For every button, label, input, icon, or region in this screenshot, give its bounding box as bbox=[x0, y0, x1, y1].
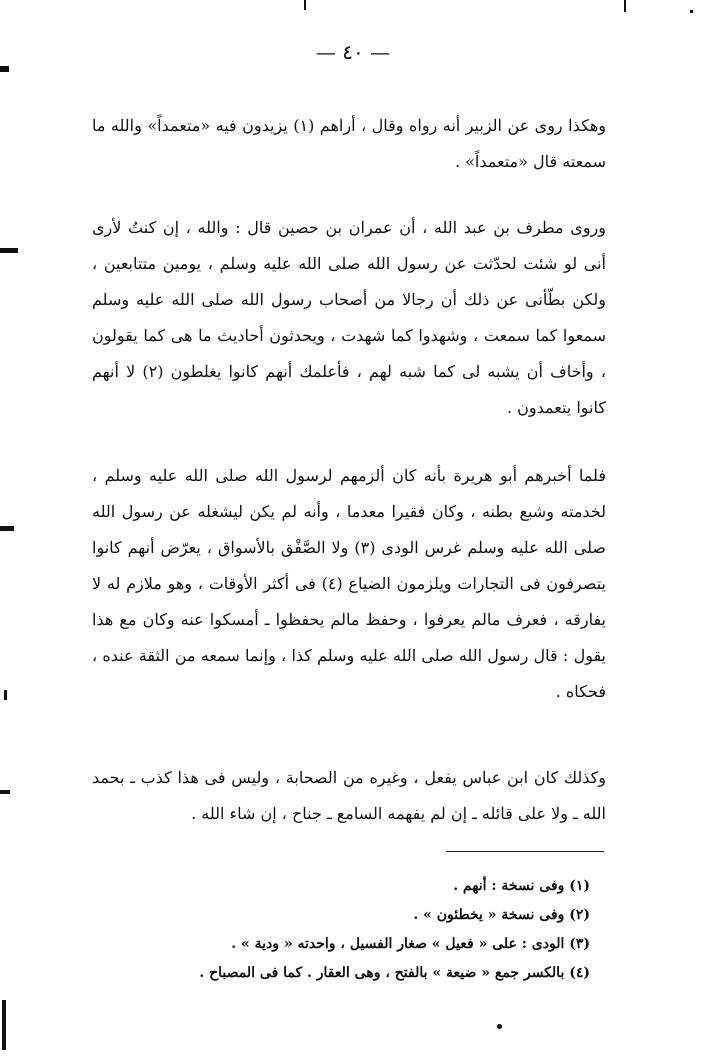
footnote-2: (٢) وفى نسخة « يخطئون » . bbox=[413, 907, 590, 923]
scan-mark bbox=[0, 790, 10, 794]
page-number: — ٤٠ — bbox=[315, 40, 391, 64]
footnote-4: (٤) بالكسر جمع « ضيعة » بالفتح ، وهى العقار . كما فى المصباح . bbox=[199, 965, 590, 981]
footnotes bbox=[120, 872, 590, 988]
scan-mark bbox=[0, 248, 18, 253]
scan-mark bbox=[2, 1000, 6, 1050]
paragraph-1: وهكذا روى عن الزبير أنه رواه وقال ، أراهم (١) يزيدون فيه «متعمداً» والله ما سمعته قال «متعمداً» . bbox=[92, 116, 606, 171]
scan-mark bbox=[690, 10, 693, 13]
paragraph-4: وكذلك كان ابن عباس يفعل ، وغيره من الصحابة ، وليس فى هذا كذب ـ بحمد الله ـ ولا على قائله ـ إن لم يفهمه السامع ـ جناح ، إن شاء الله . bbox=[92, 768, 606, 823]
scan-mark bbox=[4, 690, 7, 700]
footnote-separator bbox=[446, 851, 604, 852]
scan-mark bbox=[497, 1024, 502, 1029]
footnote-1: (١) وفى نسخة : أنهم . bbox=[453, 878, 590, 894]
scan-mark bbox=[304, 0, 306, 10]
paragraph-2: وروى مطرف بن عبد الله ، أن عمران بن حصين قال : والله ، إن كنتُ لأرى أنى لو شئت لحدّثت عن رسول الله صلى الله عليه وسلم ، يومين متتابعين ، ولكن بطّأنى عن ذلك أن رجالا من أصحاب رسول الله صلى الله عليه وسلم سمعوا كما سمعت ، وشهدوا كما شهدت ، ويحدثون أحاديث ما هى كما يقولون ، وأخاف أن يشبه لى كما شبه لهم ، فأعلمك أنهم كانوا يغلطون (٢) لا أنهم كانوا يتعمدون . bbox=[92, 218, 606, 417]
scan-mark bbox=[0, 526, 14, 531]
scan-mark bbox=[0, 66, 9, 72]
footnote-3: (٣) الودى : على « فعيل » صغار الفسيل ، واحدته « ودية » . bbox=[231, 936, 590, 952]
paragraph-3: فلما أخبرهم أبو هريرة بأنه كان ألزمهم لرسول الله صلى الله عليه وسلم ، لخدمته وشبع بطنه ، وكان فقيرا معدما ، وأنه لم يكن ليشغله عن رسول الله صلى الله عليه وسلم غرس الودى (٣) ولا الصَّفْق بالأسواق ، يعرّض أنهم كانوا يتصرفون فى التجارات ويلزمون الضياع (٤) فى أكثر الأوقات ، وهو ملازم له لا يفارقه ، فعرف مالم يعرفوا ، وحفظ مالم يحفظوا ـ أمسكوا عنه وكان مع هذا يقول : قال رسول الله صلى الله عليه وسلم كذا ، وإنما سمعه من الثقة عنده ، فحكاه . bbox=[92, 466, 607, 701]
scan-mark bbox=[624, 0, 626, 12]
